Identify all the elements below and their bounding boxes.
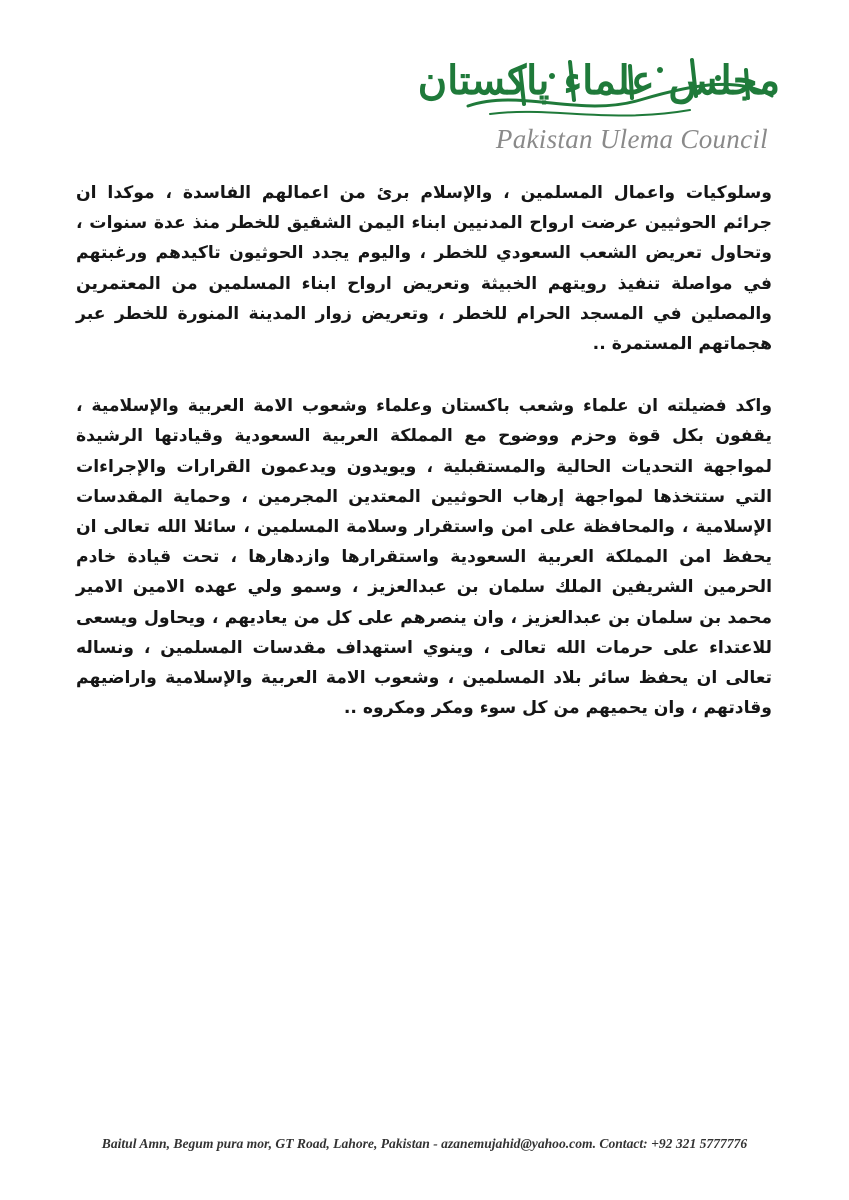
letterhead (417, 40, 780, 160)
letter-body (76, 178, 772, 723)
logo-urdu-calligraphy: مجلس علماء پاکستان (417, 57, 780, 104)
body-paragraph-2: واكد فضيلته ان علماء وشعب باكستان وعلماء وشعوب الامة العربية والإسلامية ، يقفون بكل قوة وحزم ووضوح مع المملكة العربية السعودية وقيادتها الرشيدة لمواجهة التحديات الحالية والمستقبلية ، ويويدون ويدعمون القرارات والإجراءات التي ستتخذها لمواجهة إرهاب الحوثيين المعتدين المجرمين ، وحماية المقدسات الإسلامية ، والمحافظة على امن واستقرار وسلامة المسلمين ، سائلا الله تعالى ان يحفظ امن المملكة العربية السعودية واستقرارها وازدهارها ، تحت قيادة خادم الحرمين الشريفين الملك سلمان بن عبدالعزيز ، وسمو ولي عهده الامين الامير محمد بن سلمان بن عبدالعزيز ، وان ينصرهم على كل من يعاديهم ، ويحاول ويسعى للاعتداء على حرمات الله تعالى ، وينوي استهداف مقدسات المسلمين ، ونساله تعالى ان يحفظ سائر بلاد المسلمين ، وشعوب الامة العربية والإسلامية واراضيهم وقادتهم ، وان يحميهم من كل سوء ومكر ومكروه .. (76, 396, 772, 719)
logo-english-title: Pakistan Ulema Council (495, 124, 768, 154)
footer-address: Baitul Amn, Begum pura mor, GT Road, Lahore, Pakistan - azanemujahid@yahoo.com. Contact: +92 321 5777776 (101, 1136, 748, 1151)
body-paragraph-1: وسلوكيات واعمال المسلمين ، والإسلام برئ من اعمالهم الفاسدة ، موكدا ان جرائم الحوثيين عرضت ارواح المدنيين ابناء اليمن الشقيق للخطر منذ عدة سنوات ، وتحاول تعريض الشعب السعودي للخطر ، واليوم يجدد الحوثيون تاكيدهم ورغبتهم في مواصلة تنفيذ رويتهم الخبيثة وتعريض ارواح ابناء المسلمين من المعتمرين والمصلين في المسجد الحرام للخطر ، وتعريض زوار المدينة المنورة للخطر عبر هجماتهم المستمرة .. (76, 183, 772, 355)
